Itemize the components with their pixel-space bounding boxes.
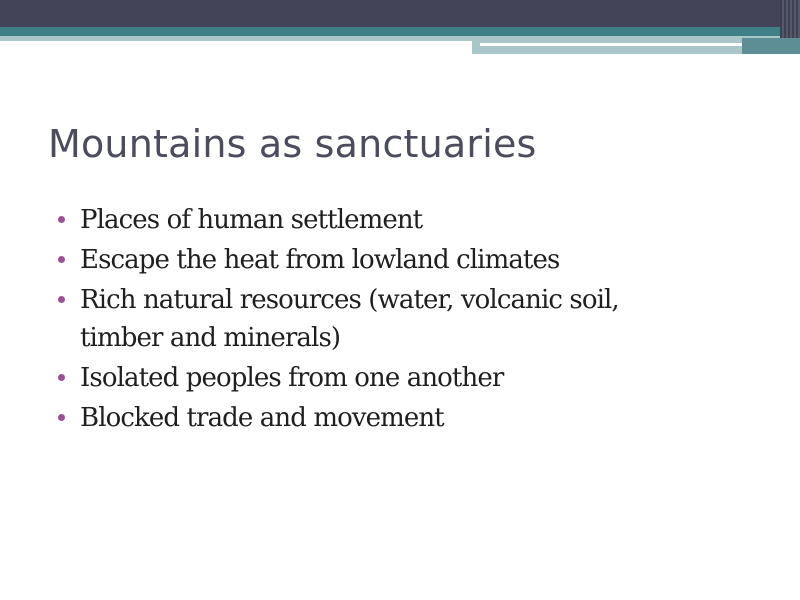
bullet-marker-icon	[58, 216, 65, 223]
bullet-text: Rich natural resources (water, volcanic soil, timber and minerals)	[80, 285, 619, 353]
bullet-marker-icon	[58, 374, 65, 381]
header-right-white-line	[480, 43, 742, 46]
header-light-band	[0, 36, 472, 41]
bullet-list	[58, 201, 758, 439]
bullet-text: Blocked trade and movement	[80, 403, 444, 433]
header-right-teal-block	[742, 38, 800, 54]
bullet-item	[58, 281, 758, 357]
bullet-item	[58, 399, 758, 437]
bullet-marker-icon	[58, 256, 65, 263]
bullet-text: Isolated peoples from one another	[80, 363, 504, 393]
header-edge-stripes	[780, 0, 800, 38]
bullet-text: Places of human settlement	[80, 205, 423, 235]
bullet-item	[58, 241, 758, 279]
bullet-marker-icon	[58, 296, 65, 303]
bullet-item	[58, 201, 758, 239]
bullet-item	[58, 359, 758, 397]
bullet-text: Escape the heat from lowland climates	[80, 245, 560, 275]
header-dark-band	[0, 0, 800, 27]
slide-title: Mountains as sanctuaries	[48, 122, 537, 166]
bullet-marker-icon	[58, 414, 65, 421]
